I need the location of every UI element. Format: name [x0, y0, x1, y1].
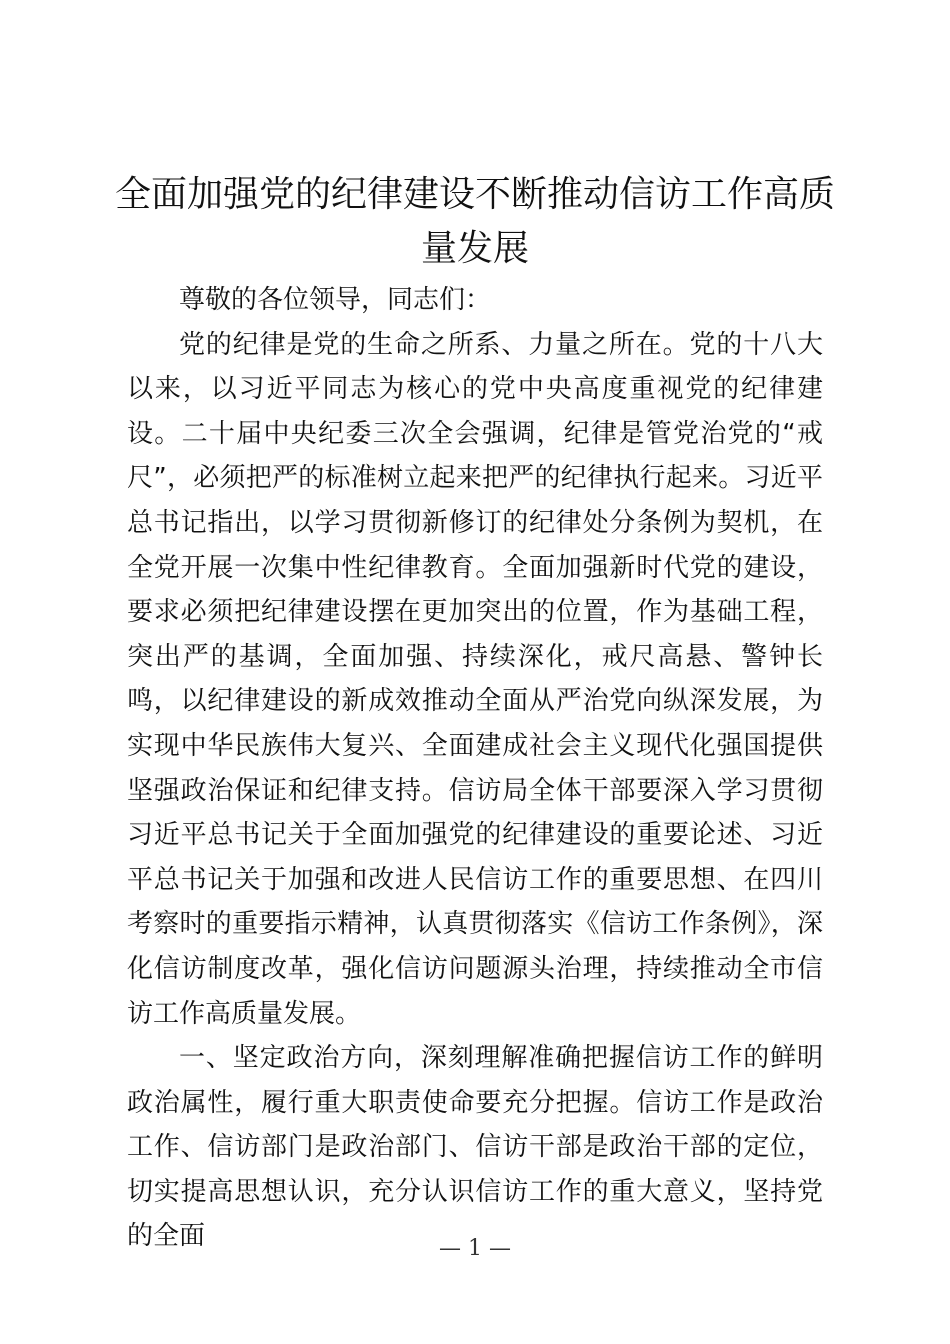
- salutation: 尊敬的各位领导，同志们：: [179, 285, 492, 315]
- document-title: 全面加强党的纪律建设不断推动信访工作高质量发展: [114, 174, 835, 269]
- paragraph-intro: 党的纪律是党的生命之所系、力量之所在。党的十八大以来，以习近平同志为核心的党中央高度重视党的纪律建设。二十届中央纪委三次全会强调，纪律是管党治党的“戒尺”，必须把严的标准树立起来把严的纪律执行起来。习近平总书记指出，以学习贯彻新修订的纪律处分条例为契机，在全党开展一次集中性纪律教育。全面加强新时代党的建设，要求必须把纪律建设摆在更加突出的位置，作为基础工程，突出严的基调，全面加强、持续深化，戒尺高悬、警钟长鸣，以纪律建设的新成效推动全面从严治党向纵深发展，为实现中华民族伟大复兴、全面建成社会主义现代化强国提供坚强政治保证和纪律支持。信访局全体干部要深入学习贯彻习近平总书记关于全面加强党的纪律建设的重要论述、习近平总书记关于加强和改进人民信访工作的重要思想、在四川考察时的重要指示精神，认真贯彻落实《信访工作条例》，深化信访制度改革，强化信访问题源头治理，持续推动全市信访工作高质量发展。: [127, 329, 823, 1029]
- document-body: [127, 278, 823, 1259]
- page-number: — 1 —: [439, 1236, 511, 1261]
- paragraph-section-one: 一、坚定政治方向，深刻理解准确把握信访工作的鲜明政治属性，履行重大职责使命要充分把握。信访工作是政治工作、信访部门是政治部门、信访干部是政治干部的定位，切实提高思想认识，充分认识信访工作的重大意义，坚持党的全面: [127, 1043, 823, 1252]
